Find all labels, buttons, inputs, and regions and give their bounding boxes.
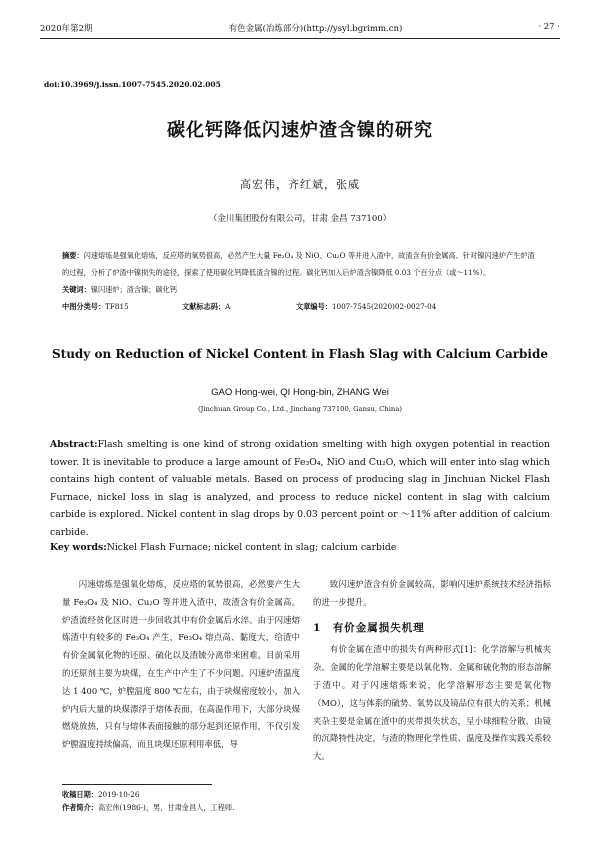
en-abstract-text: Flash smelting is one kind of strong oxidation smelting with high oxygen potential in reaction tower. It is inevitable to produce a large amount of Fe₃O₄, NiO and Cu₂O, which will enter into slag which contains high content of valuable metals. Based on process of producing slag in Jinchuan Nickel Flash Furnace, nickel loss in slag is analyzed, and process to reduce nickel content in slag with calcium carbide is explored. Nickel content in slag drops by 0.03 percent point or ～11% after addition of calcium carbide. — [50, 439, 550, 538]
en-keywords-text: Nickel Flash Furnace; nickel content in slag; calcium carbide — [106, 542, 397, 553]
cn-keywords-text: 镍闪速炉；渣含镍；碳化钙 — [90, 285, 178, 294]
footnote — [62, 788, 234, 814]
cn-classification-row — [62, 298, 538, 315]
header-journal: 有色金属(冶炼部分)(http://ysyl.bgrimm.cn) — [228, 24, 403, 34]
cn-title: 碳化钙降低闪速炉渣含镍的研究 — [167, 120, 433, 141]
document-code: 文献标志码：A — [182, 302, 231, 311]
cn-abstract-text: 闪速熔炼是强氧化熔炼，反应塔的氧势很高，必然产生大量 Fe₃O₄ 及 NiO、Cu₂O 等并进入渣中，故渣含有价金属高。针对镍闪速炉产生炉渣的过程，分析了炉渣中镍损失的途径，探索了使用碳化钙降低渣含镍的过程。碳化钙加入后炉渣含镍降低 0.03 个百分点（或～11%）。 — [62, 251, 535, 277]
body-column-right — [313, 576, 551, 766]
cn-keywords-label: 关键词： — [62, 285, 91, 294]
received-date: 收稿日期：2019-10-26 — [62, 790, 140, 799]
article-number: 文章编号：1007-7545(2020)02-0027-04 — [296, 302, 437, 311]
section-paragraph: 有价金属在渣中的损失有两种形式[1]：化学溶解与机械夹杂。金属的化学溶解主要是以氧化物、金属和硫化物的形态溶解于渣中。对于闪速熔炼来说，化学溶解形态主要是氧化物（MO），这与体系的硫势、氧势以及镜品位有很大的关系；机械夹杂主要是金属在渣中的夹带损失状态，呈小球细粒分散，由镜的沉降特性决定，与渣的物理化学性质、温度及操作实践关系较大。 — [313, 644, 551, 762]
cn-authors: 高宏伟，齐红斌，张威 — [240, 178, 360, 191]
footnote-rule — [62, 784, 212, 785]
cn-affiliation: （金川集团股份有限公司，甘肃 金昌 737100） — [208, 214, 392, 224]
section-heading: 1 有价金属损失机理 — [313, 621, 425, 634]
en-keywords-label: Key words: — [50, 542, 107, 553]
en-abstract-label: Abstract: — [50, 439, 98, 450]
cn-abstract — [62, 247, 538, 281]
header-page-number: · 27 · — [538, 22, 560, 32]
header-rule — [40, 38, 560, 39]
en-keywords — [50, 542, 550, 553]
doi: doi:10.3969/j.issn.1007-7545.2020.02.005 — [44, 80, 221, 89]
cn-abstract-block — [62, 247, 538, 315]
header-issue: 2020年第2期 — [40, 24, 93, 34]
clc-code: 中图分类号：TF815 — [62, 302, 129, 311]
running-header — [40, 22, 560, 36]
cn-abstract-label: 摘要： — [62, 251, 84, 260]
en-authors: GAO Hong-wei, QI Hong-bin, ZHANG Wei — [211, 387, 389, 398]
en-title: Study on Reduction of Nickel Content in Flash Slag with Calcium Carbide — [51, 347, 549, 361]
en-affiliation: (Jinchuan Group Co., Ltd., Jinchang 737100, Gansu, China) — [197, 405, 403, 413]
intro-paragraph: 闪速熔炼是强氧化熔炼，反应塔的氧势很高，必然要产生大量 Fe₃O₄ 及 NiO、Cu₂O 等并进入渣中，故渣含有价金属高。炉渣流经贫化区时进一步回收其中有价金属后水淬。由于闪速熔炼渣中有较多的 Fe₃O₄ 产生，Fe₃O₄ 熔点高、黏度大，给渣中有价金属氧化物的还原、硫化以及渣锍分离带来困难。目前采用的还原剂主要为块煤，在生产中产生了不少问题。闪速炉渣温度达 1 400 ℃，炉膛温度 800 ℃左右，由于块煤密度较小，加入炉内后大量的块煤漂浮于熔体表面，在高温作用下，大部分块煤燃烧放热，只有与熔体表面接触的部分起到还原作用，不仅引发炉膛温度持续偏高，而且块煤还原利用率低，导 — [62, 579, 300, 750]
intro-paragraph-continued: 致闪速炉渣含有价金属较高，影响闪速炉系统技术经济指标的进一步提升。 — [313, 579, 551, 607]
author-bio: 作者简介：高宏伟(1986-)，男，甘肃金昌人，工程师. — [62, 803, 235, 812]
body-column-left — [62, 576, 300, 754]
cn-keywords — [62, 281, 538, 298]
en-abstract — [50, 436, 550, 542]
